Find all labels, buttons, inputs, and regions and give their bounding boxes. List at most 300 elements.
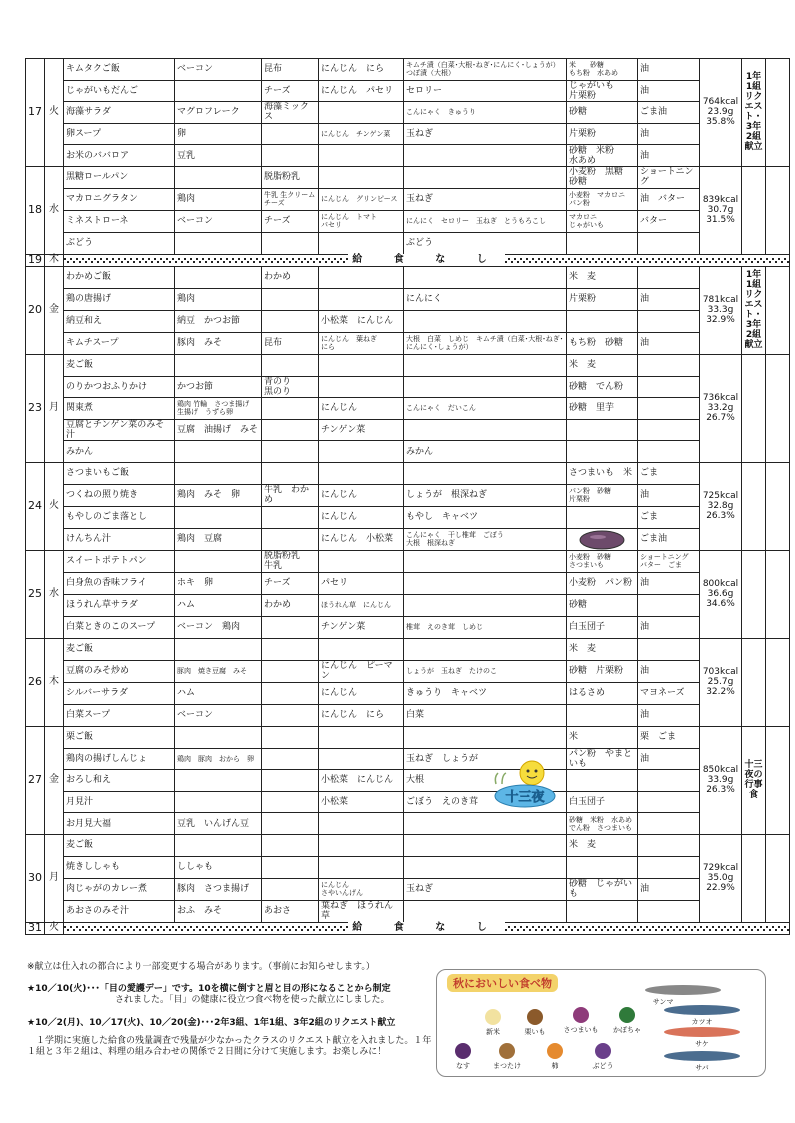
cell-grain: 片栗粉 (567, 123, 638, 145)
cell-fat (638, 638, 700, 660)
cell-green (319, 441, 404, 463)
table-row (26, 682, 790, 704)
cell-yellow-milk: 海藻ミックス (262, 102, 319, 124)
cell-other-veg: 白菜 (404, 704, 567, 726)
cell-fat: 油 (638, 616, 700, 638)
cell-other-veg: きゅうり キャベツ (404, 682, 567, 704)
cell-other-veg: キムチ漬（白菜･大根･ねぎ･にんにく･しょうが） つぼ漬（大根） (404, 59, 567, 81)
cell-yellow-milk (262, 506, 319, 528)
cell-yellow-milk: わかめ (262, 594, 319, 616)
cell-grain: マカロニ じゃがいも (567, 210, 638, 232)
table-row (26, 266, 790, 288)
spare-cell (766, 354, 790, 462)
cell-other-veg: 大根 白菜 しめじ キムチ漬（白菜･大根･ねぎ･ にんにく･しょうが） (404, 332, 567, 354)
table-row (26, 550, 790, 572)
cell-green (319, 813, 404, 835)
cell-other-veg (404, 266, 567, 288)
新米-icon (482, 1008, 504, 1026)
cell-yellow-milk (262, 748, 319, 770)
cell-grain: 米 麦 (567, 834, 638, 856)
cell-other-veg: ごぼう えのき茸 (404, 791, 567, 813)
cell-green: にんじん 小松菜 (319, 528, 404, 550)
cell-red: 豆腐 油揚げ みそ (175, 419, 262, 441)
table-row (26, 332, 790, 354)
cell-fat: ショートニング (638, 166, 700, 188)
cell-other-veg: 玉ねぎ (404, 878, 567, 900)
table-row (26, 813, 790, 835)
cell-other-veg (404, 900, 567, 922)
cell-dish: 卵スープ (64, 123, 175, 145)
cell-grain: 砂糖 片栗粉 (567, 660, 638, 682)
cell-other-veg: 大根 (404, 770, 567, 792)
柿-icon (544, 1042, 566, 1060)
table-row (26, 834, 790, 856)
request-body: １学期に実施した給食の残量調査で残量が少なかったクラスのリクエスト献立を入れました。１年１組と３年２組は、料理の組み合わせの関係で２日間に分けて実施します。お楽しみに！ (27, 1036, 432, 1057)
cell-yellow-milk (262, 354, 319, 376)
cell-dish: 鶏肉の揚げしんじょ (64, 748, 175, 770)
cell-dish: 肉じゃがのカレー煮 (64, 878, 175, 900)
cell-green: にんじん チンゲン菜 (319, 123, 404, 145)
cell-dish: 納豆和え (64, 310, 175, 332)
cell-yellow-milk: 脱脂粉乳 (262, 166, 319, 188)
no-lunch-label: 給 食 な し (348, 922, 504, 933)
なす-icon (452, 1042, 474, 1060)
cell-other-veg: にんにく セロリー 玉ねぎ とうもろこし (404, 210, 567, 232)
table-row (26, 145, 790, 167)
cell-red (175, 834, 262, 856)
cell-dish: 白菜スープ (64, 704, 175, 726)
cell-fat (638, 310, 700, 332)
food-label: なす (456, 1062, 470, 1070)
cell-yellow-milk (262, 288, 319, 310)
cell-green (319, 166, 404, 188)
nutrition-values: 800kcal 36.6g 34.6% (700, 550, 742, 638)
cell-green (319, 726, 404, 748)
cell-fat: ごま (638, 506, 700, 528)
cell-other-veg (404, 594, 567, 616)
cell-dish: ぶどう (64, 232, 175, 254)
food-item (473, 1008, 513, 1037)
cell-green: にんじん (319, 506, 404, 528)
cell-green: にんじん ピーマン (319, 660, 404, 682)
cell-dish: みかん (64, 441, 175, 463)
cell-red: 豆乳 いんげん豆 (175, 813, 262, 835)
cell-other-veg: にんにく (404, 288, 567, 310)
day-number: 20 (26, 266, 45, 354)
cell-yellow-milk (262, 638, 319, 660)
cell-green: にんじん グリンピース (319, 188, 404, 210)
weekday: 水 (45, 550, 64, 638)
cell-fat (638, 232, 700, 254)
cell-yellow-milk (262, 660, 319, 682)
cell-fat (638, 791, 700, 813)
cell-green (319, 232, 404, 254)
cell-fat: 油 (638, 704, 700, 726)
cell-dish: 海藻サラダ (64, 102, 175, 124)
cell-red: マグロフレーク (175, 102, 262, 124)
cell-green (319, 834, 404, 856)
cell-dish: 白身魚の香味フライ (64, 572, 175, 594)
cell-yellow-milk (262, 856, 319, 878)
cell-dish: シルバーサラダ (64, 682, 175, 704)
カツオ-icon (662, 1004, 742, 1016)
cell-grain: 小麦粉 黒糖 砂糖 (567, 166, 638, 188)
weekday: 月 (45, 834, 64, 922)
table-row (26, 288, 790, 310)
cell-other-veg: ぶどう (404, 232, 567, 254)
cell-red: 卵 (175, 123, 262, 145)
cell-grain: 白玉団子 (567, 791, 638, 813)
cell-other-veg (404, 376, 567, 398)
cell-green: にんじん さやいんげん (319, 878, 404, 900)
栗いも-icon (524, 1008, 546, 1026)
cell-red: ホキ 卵 (175, 572, 262, 594)
cell-other-veg: こんにゃく だいこん (404, 398, 567, 420)
cell-fat (638, 813, 700, 835)
cell-fat (638, 770, 700, 792)
food-item (607, 1006, 647, 1035)
table-row (26, 506, 790, 528)
cell-fat: 油 (638, 748, 700, 770)
cell-other-veg: しょうが 根深ねぎ (404, 484, 567, 506)
cell-green: にんじん トマト パセリ (319, 210, 404, 232)
cell-fat: 油 (638, 332, 700, 354)
cell-red (175, 726, 262, 748)
weekday: 木 (45, 638, 64, 726)
nutrition-values: 839kcal 30.7g 31.5% (700, 166, 742, 254)
food-item (657, 1026, 747, 1049)
cell-red: おふ みそ (175, 900, 262, 922)
no-lunch-label: 給 食 な し (348, 254, 504, 265)
food-label: 新米 (486, 1028, 500, 1036)
cell-red (175, 266, 262, 288)
day-number: 24 (26, 462, 45, 550)
day-number: 17 (26, 59, 45, 167)
moon-label: 十三夜 (505, 790, 545, 805)
request-note (742, 166, 766, 254)
cell-dish: お月見大福 (64, 813, 175, 835)
no-lunch-cell (64, 922, 790, 934)
food-item (443, 1042, 483, 1071)
cell-dish: 関東煮 (64, 398, 175, 420)
food-item (657, 1004, 747, 1027)
table-row (26, 166, 790, 188)
cell-dish: 豆腐のみそ炒め (64, 660, 175, 682)
table-row (26, 770, 790, 792)
table-row (26, 354, 790, 376)
cell-dish: さつまいもご飯 (64, 462, 175, 484)
cell-dish: おろし和え (64, 770, 175, 792)
cell-red: 鶏肉 (175, 288, 262, 310)
cell-green: にんじん パセリ (319, 80, 404, 102)
cell-dish: キムチスープ (64, 332, 175, 354)
spare-cell (766, 834, 790, 922)
cell-yellow-milk (262, 682, 319, 704)
cell-dish: キムタクご飯 (64, 59, 175, 81)
food-label: サケ (695, 1040, 709, 1048)
nutrition-values: 703kcal 25.7g 32.2% (700, 638, 742, 726)
cell-other-veg: 椎茸 えのき茸 しめじ (404, 616, 567, 638)
cell-red (175, 791, 262, 813)
cell-red: ベーコン 鶏肉 (175, 616, 262, 638)
cell-red: 鶏肉 竹輪 さつま揚げ 生揚げ うずら卵 (175, 398, 262, 420)
cell-green: にんじん にら (319, 704, 404, 726)
request-note (742, 462, 766, 550)
cell-dish: のりかつおふりかけ (64, 376, 175, 398)
table-row (26, 398, 790, 420)
spare-cell (766, 462, 790, 550)
cell-green (319, 354, 404, 376)
cell-grain: さつまいも 米 (567, 462, 638, 484)
cell-grain: 砂糖 でん粉 (567, 376, 638, 398)
cell-fat: 油 (638, 288, 700, 310)
cell-grain: 小麦粉 パン粉 (567, 572, 638, 594)
cell-yellow-milk: 脱脂粉乳 牛乳 (262, 550, 319, 572)
cell-fat: ショートニング バター ごま (638, 550, 700, 572)
cell-red (175, 550, 262, 572)
cell-grain: 砂糖 里芋 (567, 398, 638, 420)
cell-green (319, 145, 404, 167)
cell-fat: マヨネーズ (638, 682, 700, 704)
cell-dish: ミネストローネ (64, 210, 175, 232)
cell-red: ベーコン (175, 59, 262, 81)
cell-dish: お米のババロア (64, 145, 175, 167)
autumn-title: 秋においしい食べ物 (447, 974, 558, 992)
spare-cell (766, 266, 790, 354)
cell-fat (638, 441, 700, 463)
food-label: 柿 (551, 1062, 559, 1070)
table-row (26, 704, 790, 726)
cell-green: 小松菜 (319, 791, 404, 813)
cell-grain: 米 麦 (567, 638, 638, 660)
cell-red (175, 166, 262, 188)
table-row (26, 660, 790, 682)
cell-yellow-milk: あおさ (262, 900, 319, 922)
table-row (26, 638, 790, 660)
cell-green (319, 102, 404, 124)
cell-yellow-milk (262, 441, 319, 463)
request-note (742, 354, 766, 462)
cell-grain: 砂糖 (567, 594, 638, 616)
cell-fat (638, 834, 700, 856)
cell-fat: ごま油 (638, 102, 700, 124)
food-label: カツオ (691, 1018, 713, 1026)
cell-grain (567, 856, 638, 878)
サバ-icon (662, 1050, 742, 1062)
cell-fat (638, 376, 700, 398)
cell-grain (567, 704, 638, 726)
request-note: 1年1組リクエスト・3年2組献立 (742, 266, 766, 354)
weekday: 火 (45, 462, 64, 550)
eye-day-head: ★10／10(火)･･･「目の愛護デー」です。10を横に倒すと眉と目の形になることから制定 (27, 984, 391, 994)
cell-red: 豆乳 (175, 145, 262, 167)
cell-grain: パン粉 砂糖 片栗粉 (567, 484, 638, 506)
cell-green: チンゲン菜 (319, 419, 404, 441)
cell-yellow-milk: わかめ (262, 266, 319, 288)
table-row (26, 419, 790, 441)
cell-other-veg (404, 462, 567, 484)
request-note (742, 834, 766, 922)
cell-other-veg (404, 726, 567, 748)
cell-yellow-milk (262, 419, 319, 441)
cell-green (319, 638, 404, 660)
cell-grain: 砂糖 じゃがいも (567, 878, 638, 900)
cell-dish: 栗ご飯 (64, 726, 175, 748)
weekday: 金 (45, 266, 64, 354)
day-number: 27 (26, 726, 45, 834)
day-number: 31 (26, 922, 45, 934)
サンマ-icon (643, 984, 723, 996)
cell-yellow-milk (262, 791, 319, 813)
table-row (26, 462, 790, 484)
request-note: 1年1組リクエスト・3年2組献立 (742, 59, 766, 167)
table-row (26, 123, 790, 145)
cell-dish: じゃがいもだんご (64, 80, 175, 102)
cell-yellow-milk (262, 145, 319, 167)
cell-other-veg: 玉ねぎ しょうが (404, 748, 567, 770)
cell-fat (638, 856, 700, 878)
food-label: ぶどう (592, 1062, 614, 1070)
cell-yellow-milk (262, 462, 319, 484)
cell-other-veg: 玉ねぎ (404, 123, 567, 145)
autumn-foods-box (436, 969, 766, 1077)
cell-grain: もち粉 砂糖 (567, 332, 638, 354)
cell-dish: 豆腐とチンゲン菜のみそ汁 (64, 419, 175, 441)
cell-fat: 油 (638, 80, 700, 102)
cell-other-veg (404, 354, 567, 376)
spare-cell (766, 166, 790, 254)
cell-green (319, 376, 404, 398)
nutrition-values: 725kcal 32.8g 26.3% (700, 462, 742, 550)
cell-grain: じゃがいも 片栗粉 (567, 80, 638, 102)
cell-other-veg (404, 419, 567, 441)
cell-green: にんじん (319, 398, 404, 420)
cell-grain (567, 419, 638, 441)
cell-yellow-milk (262, 813, 319, 835)
nutrition-values: 850kcal 33.9g 26.3% (700, 726, 742, 834)
sweet-potato-illustration (578, 525, 626, 555)
cell-grain: 砂糖 米粉 水あめ (567, 145, 638, 167)
food-item (487, 1042, 527, 1071)
cell-green: パセリ (319, 572, 404, 594)
cell-yellow-milk (262, 616, 319, 638)
cell-grain: 米 砂糖 もち粉 水あめ (567, 59, 638, 81)
food-item (515, 1008, 555, 1037)
cell-other-veg: しょうが 玉ねぎ たけのこ (404, 660, 567, 682)
weekday: 火 (45, 59, 64, 167)
cell-green (319, 856, 404, 878)
cell-yellow-milk (262, 528, 319, 550)
cell-red (175, 441, 262, 463)
weekday: 水 (45, 166, 64, 254)
cell-grain (567, 900, 638, 922)
table-row (26, 900, 790, 922)
moon-rabbit-illustration (488, 759, 562, 811)
cell-other-veg: もやし キャベツ (404, 506, 567, 528)
table-row (26, 528, 790, 550)
cell-yellow-milk: 牛乳 わかめ (262, 484, 319, 506)
cell-other-veg: こんにゃく 干し椎茸 ごぼう 大根 根深ねぎ (404, 528, 567, 550)
cell-other-veg (404, 856, 567, 878)
cell-other-veg (404, 166, 567, 188)
cell-grain: 白玉団子 (567, 616, 638, 638)
cell-yellow-milk (262, 726, 319, 748)
no-lunch-row (26, 922, 790, 934)
cell-dish: けんちん汁 (64, 528, 175, 550)
cell-fat: 油 (638, 123, 700, 145)
table-row (26, 59, 790, 81)
cell-green: 葉ねぎ ほうれん草 (319, 900, 404, 922)
cell-other-veg: みかん (404, 441, 567, 463)
cell-other-veg (404, 834, 567, 856)
cell-other-veg (404, 550, 567, 572)
request-note: 十三夜の行事食 (742, 726, 766, 834)
table-row (26, 188, 790, 210)
cell-grain (567, 441, 638, 463)
cell-yellow-milk: チーズ (262, 572, 319, 594)
nutrition-values: 781kcal 33.3g 32.9% (700, 266, 742, 354)
cell-grain: 米 (567, 726, 638, 748)
cell-other-veg (404, 145, 567, 167)
day-number: 18 (26, 166, 45, 254)
table-row (26, 726, 790, 748)
cell-red (175, 80, 262, 102)
food-label: かぼちゃ (613, 1026, 641, 1034)
cell-dish: 麦ご飯 (64, 354, 175, 376)
no-lunch-cell (64, 254, 790, 266)
request-note (742, 638, 766, 726)
cell-green: ほうれん草 にんじん (319, 594, 404, 616)
cell-green (319, 462, 404, 484)
table-row (26, 80, 790, 102)
cell-other-veg (404, 572, 567, 594)
cell-green (319, 288, 404, 310)
cell-dish: 焼きししゃも (64, 856, 175, 878)
cell-red: 豚肉 さつま揚げ (175, 878, 262, 900)
request-note (742, 550, 766, 638)
cell-grain: はるさめ (567, 682, 638, 704)
table-row (26, 484, 790, 506)
table-row (26, 102, 790, 124)
notes-section (27, 962, 432, 1065)
change-notice: ※献立は仕入れの都合により一部変更する場合があります。（事前にお知らせします。） (27, 962, 375, 972)
cell-fat: 油 (638, 572, 700, 594)
cell-grain: 片栗粉 (567, 288, 638, 310)
menu-table (25, 58, 790, 935)
cell-red: ベーコン (175, 210, 262, 232)
table-row (26, 232, 790, 254)
cell-grain (567, 770, 638, 792)
request-head: ★10／2(月)、10／17(火)、10／20(金)･･･2年3組、1年1組、3年2組のリクエスト献立 (27, 1018, 396, 1028)
spare-cell (766, 59, 790, 167)
cell-red (175, 506, 262, 528)
food-label: 栗いも (524, 1028, 546, 1036)
cell-red: 鶏肉 豚肉 おから 卵 (175, 748, 262, 770)
cell-grain: 米 麦 (567, 266, 638, 288)
day-number: 26 (26, 638, 45, 726)
さつまいも-icon (570, 1006, 592, 1024)
table-row (26, 210, 790, 232)
cell-yellow-milk: 青のり 黒のり (262, 376, 319, 398)
cell-other-veg: こんにゃく きゅうり (404, 102, 567, 124)
cell-red: 納豆 かつお節 (175, 310, 262, 332)
cell-grain: 小麦粉 マカロニ パン粉 (567, 188, 638, 210)
cell-other-veg (404, 638, 567, 660)
cell-other-veg (404, 813, 567, 835)
cell-fat (638, 594, 700, 616)
cell-grain: 砂糖 米粉 水あめ でん粉 さつまいも (567, 813, 638, 835)
cell-yellow-milk (262, 834, 319, 856)
